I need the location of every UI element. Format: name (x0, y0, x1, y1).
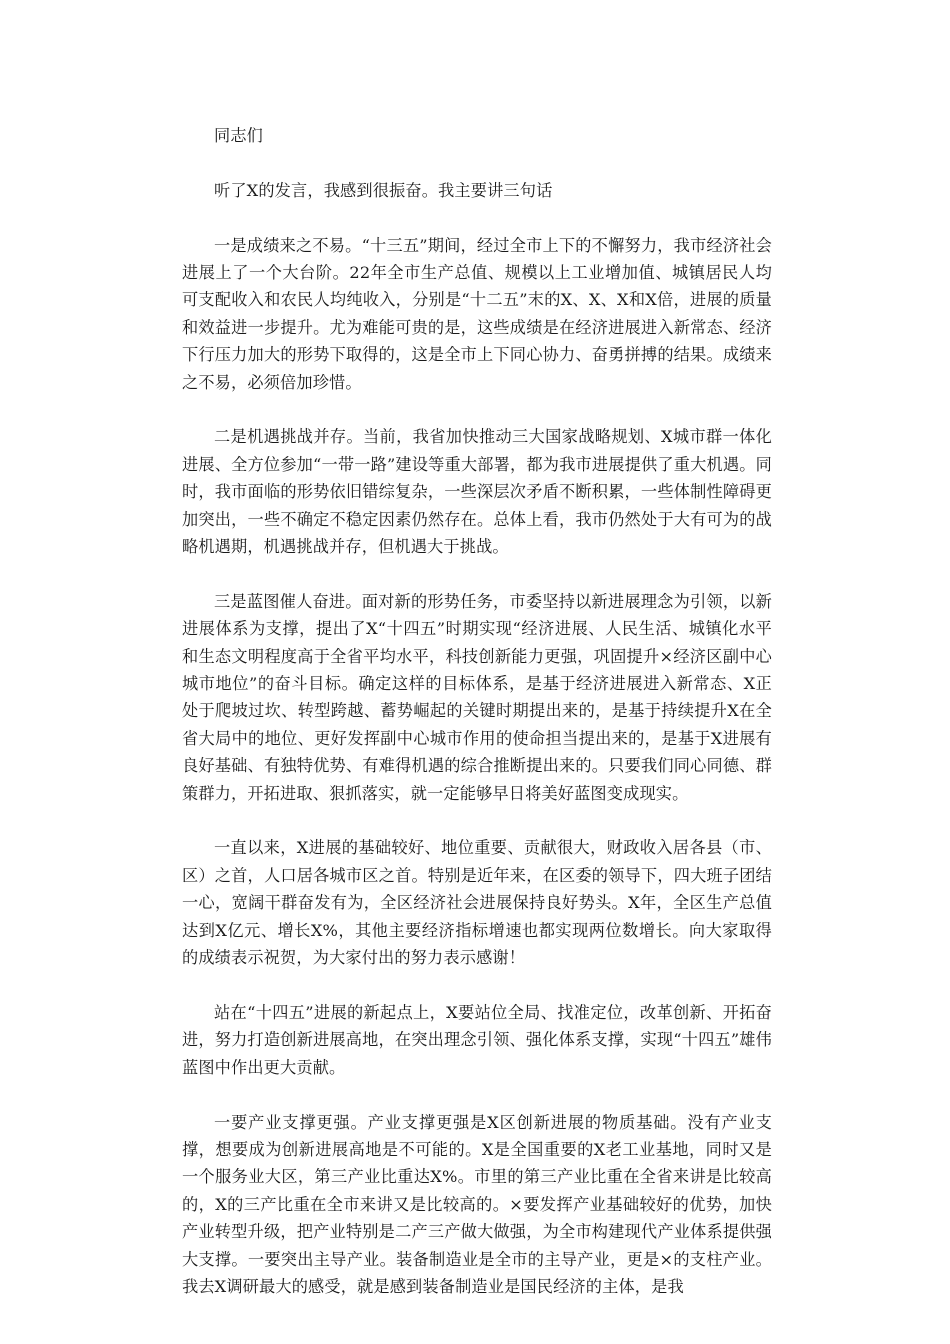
paragraph: 一要产业支撑更强。产业支撑更强是X区创新进展的物质基础。没有产业支撑，想要成为创新进展高地是不可能的。X是全国重要的X老工业基地，同时又是一个服务业大区，第三产业比重达X%。市里的第三产业比重在全省来讲是比较高的，X的三产比重在全市来讲又是比较高的。×要发挥产业基础较好的优势，加快产业转型升级，把产业特别是二产三产做大做强，为全市构建现代产业体系提供强大支撑。一要突出主导产业。装备制造业是全市的主导产业，更是×的支柱产业。我去X调研最大的感受，就是感到装备制造业是国民经济的主体，是我 (182, 1112, 772, 1296)
salutation: 同志们 (214, 126, 264, 145)
paragraph: 一是成绩来之不易。“十三五”期间，经过全市上下的不懈努力，我市经济社会进展上了一个大台阶。22年全市生产总值、规模以上工业增加值、城镇居民人均可支配收入和农民人均纯收入，分别是“十二五”末的X、X、X和X倍，进展的质量和效益进一步提升。尤为难能可贵的是，这些成绩是在经济进展进入新常态、经济下行压力加大的形势下取得的，这是全市上下同心协力、奋勇拼搏的结果。成绩来之不易，必须倍加珍惜。 (182, 235, 772, 392)
paragraph: 一直以来，X进展的基础较好、地位重要、贡献很大，财政收入居各县（市、区）之首，人口居各城市区之首。特别是近年来，在区委的领导下，四大班子团结一心，宽阔干群奋发有为，全区经济社会进展保持良好势头。X年，全区生产总值达到X亿元、增长X%，其他主要经济指标增速也都实现两位数增长。向大家取得的成绩表示祝贺，为大家付出的努力表示感谢！ (182, 838, 772, 968)
paragraph: 二是机遇挑战并存。当前，我省加快推动三大国家战略规划、X城市群一体化进展、全方位参加“一带一路”建设等重大部署，都为我市进展提供了重大机遇。同时，我市面临的形势依旧错综复杂，一些深层次矛盾不断积累，一些体制性障碍更加突出，一些不确定不稳定因素仍然存在。总体上看，我市仍然处于大有可为的战略机遇期，机遇挑战并存，但机遇大于挑战。 (182, 427, 772, 557)
paragraph: 听了X的发言，我感到很振奋。我主要讲三句话 (214, 180, 553, 200)
document-body (182, 122, 772, 1328)
paragraph: 三是蓝图催人奋进。面对新的形势任务，市委坚持以新进展理念为引领，以新进展体系为支撑，提出了X“十四五”时期实现“经济进展、人民生活、城镇化水平和生态文明程度高于全省平均水平，科技创新能力更强，巩固提升×经济区副中心城市地位”的奋斗目标。确定这样的目标体系，是基于经济进展进入新常态、X正处于爬坡过坎、转型跨越、蓄势崛起的关键时期提出来的，是基于持续提升X在全省大局中的地位、更好发挥副中心城市作用的使命担当提出来的，是基于X进展有良好基础、有独特优势、有难得机遇的综合推断提出来的。只要我们同心同德、群策群力，开拓进取、狠抓落实，就一定能够早日将美好蓝图变成现实。 (182, 591, 772, 803)
paragraph: 站在“十四五”进展的新起点上，X要站位全局、找准定位，改革创新、开拓奋进，努力打造创新进展高地，在突出理念引领、强化体系支撑，实现“十四五”雄伟蓝图中作出更大贡献。 (182, 1002, 772, 1077)
